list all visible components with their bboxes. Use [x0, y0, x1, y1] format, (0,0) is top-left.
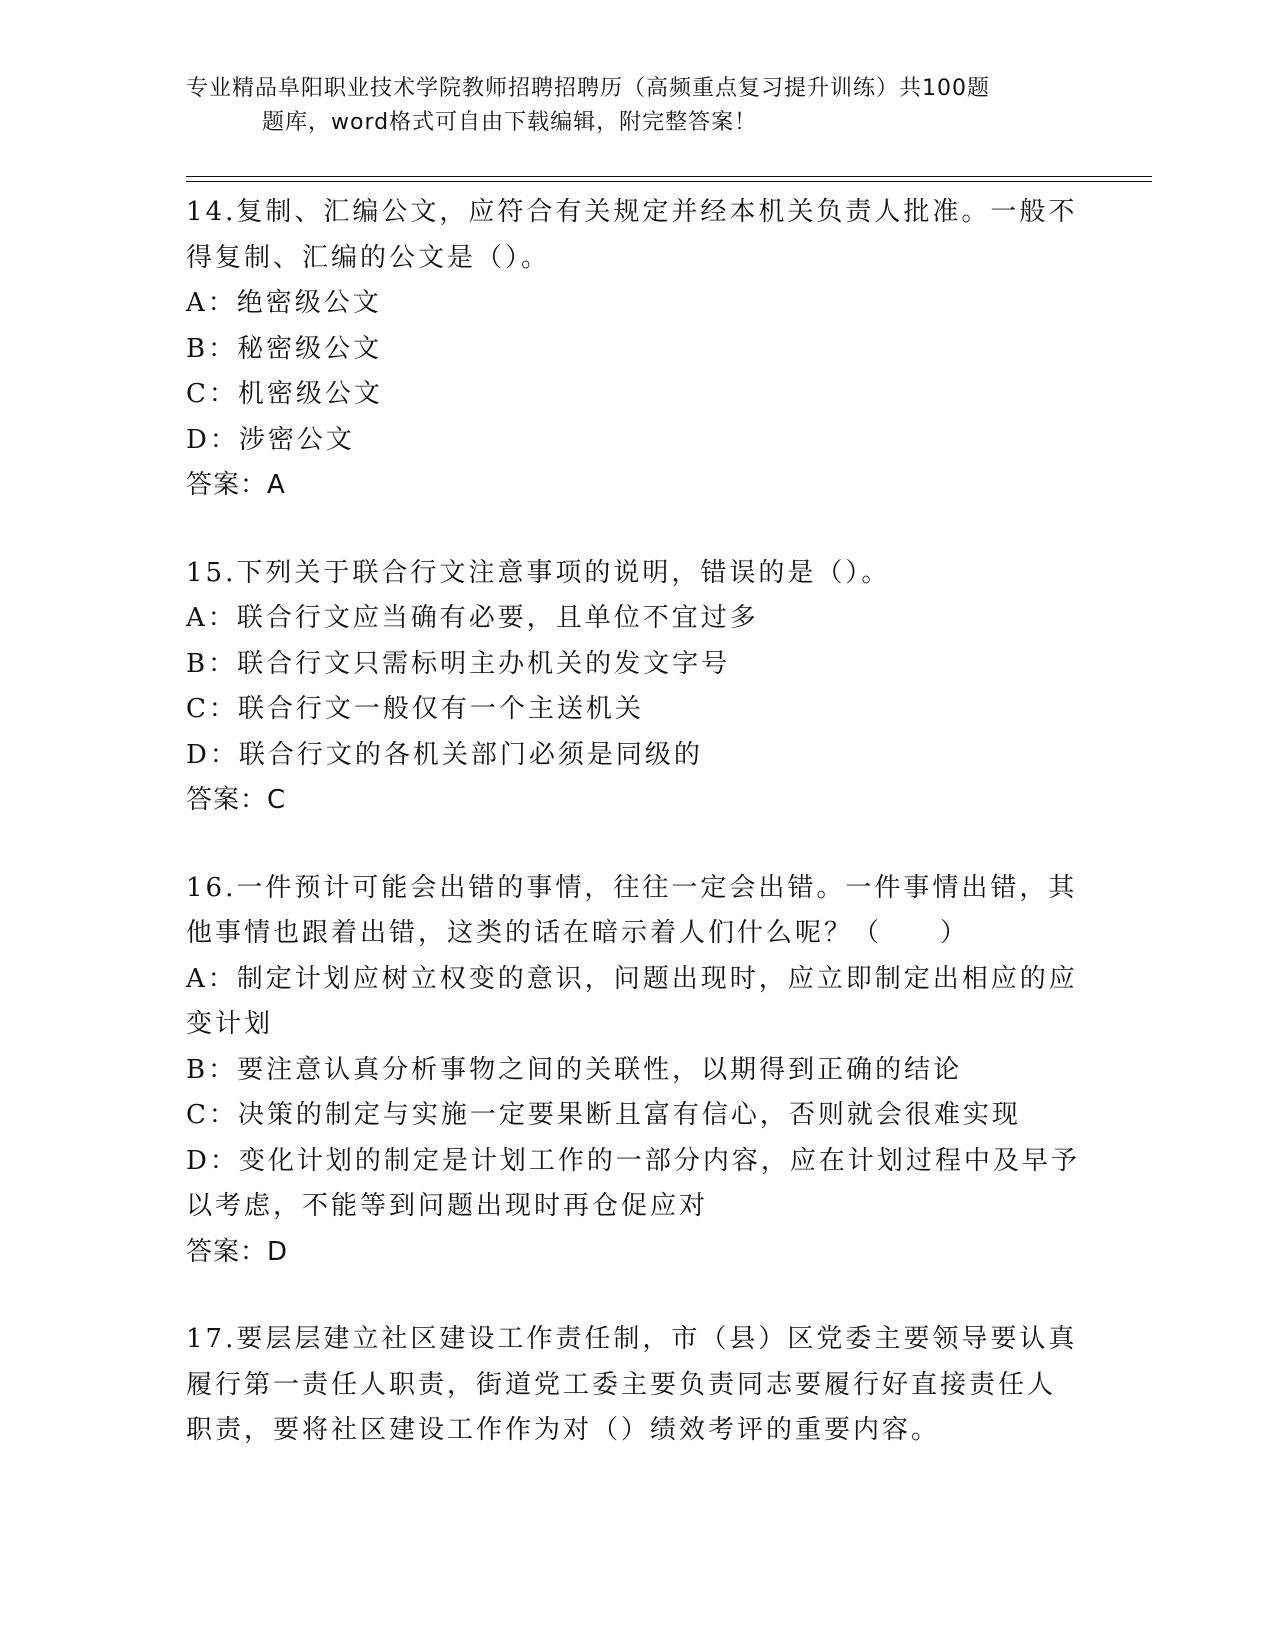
- header-line-1: 专业精品阜阳职业技术学院教师招聘招聘历（高频重点复习提升训练）共100题: [186, 76, 990, 101]
- question-stem-line: 16.一件预计可能会出错的事情，往往一定会出错。一件事情出错，其: [186, 872, 1078, 903]
- answer-line: 答案：A: [186, 470, 286, 500]
- question-17: [186, 1317, 1078, 1454]
- option-a-continued: 变计划: [186, 1009, 274, 1039]
- option-a: A：联合行文应当确有必要，且单位不宜过多: [186, 603, 759, 633]
- option-c: C：机密级公文: [186, 379, 383, 409]
- header-rule-top: [186, 176, 1152, 177]
- question-stem-line: 履行第一责任人职责，街道党工委主要负责同志要履行好直接责任人: [186, 1369, 1057, 1400]
- header-line-2: 题库，word格式可自由下载编辑，附完整答案！: [262, 110, 758, 135]
- option-a: A：制定计划应树立权变的意识，问题出现时，应立即制定出相应的应: [186, 963, 1078, 994]
- question-stem-line: 15.下列关于联合行文注意事项的说明，错误的是（）。: [186, 557, 891, 588]
- option-a: A：绝密级公文: [186, 288, 382, 318]
- document-header: [186, 72, 1066, 140]
- question-list: [186, 190, 1080, 1496]
- option-b: B：秘密级公文: [186, 333, 383, 364]
- header-rule-bottom: [186, 181, 1152, 182]
- option-c: C：联合行文一般仅有一个主送机关: [186, 694, 644, 724]
- option-d-continued: 以考虑，不能等到问题出现时再仓促应对: [186, 1191, 709, 1221]
- option-b: B：要注意认真分析事物之间的关联性，以期得到正确的结论: [186, 1054, 963, 1085]
- question-15: [186, 551, 1066, 824]
- question-14: [186, 190, 1078, 509]
- question-stem-line: 14.复制、汇编公文，应符合有关规定并经本机关负责人批准。一般不: [186, 197, 1078, 227]
- option-d: D：联合行文的各机关部门必须是同级的: [186, 739, 703, 770]
- option-c: C：决策的制定与实施一定要果断且富有信心，否则就会很难实现: [186, 1100, 1021, 1130]
- question-stem-line: 职责，要将社区建设工作作为对（）绩效考评的重要内容。: [186, 1415, 941, 1445]
- question-stem-line: 得复制、汇编的公文是（）。: [186, 242, 551, 273]
- answer-line: 答案：D: [186, 1236, 289, 1267]
- question-stem-line: 他事情也跟着出错，这类的话在暗示着人们什么呢？（ ）: [186, 918, 970, 948]
- answer-line: 答案：C: [186, 785, 287, 815]
- question-16: [186, 866, 1080, 1276]
- option-d: D：涉密公文: [186, 424, 355, 455]
- option-b: B：联合行文只需标明主办机关的发文字号: [186, 648, 731, 679]
- option-d: D：变化计划的制定是计划工作的一部分内容，应在计划过程中及早予: [186, 1145, 1080, 1176]
- question-stem-line: 17.要层层建立社区建设工作责任制，市（县）区党委主要领导要认真: [186, 1324, 1078, 1354]
